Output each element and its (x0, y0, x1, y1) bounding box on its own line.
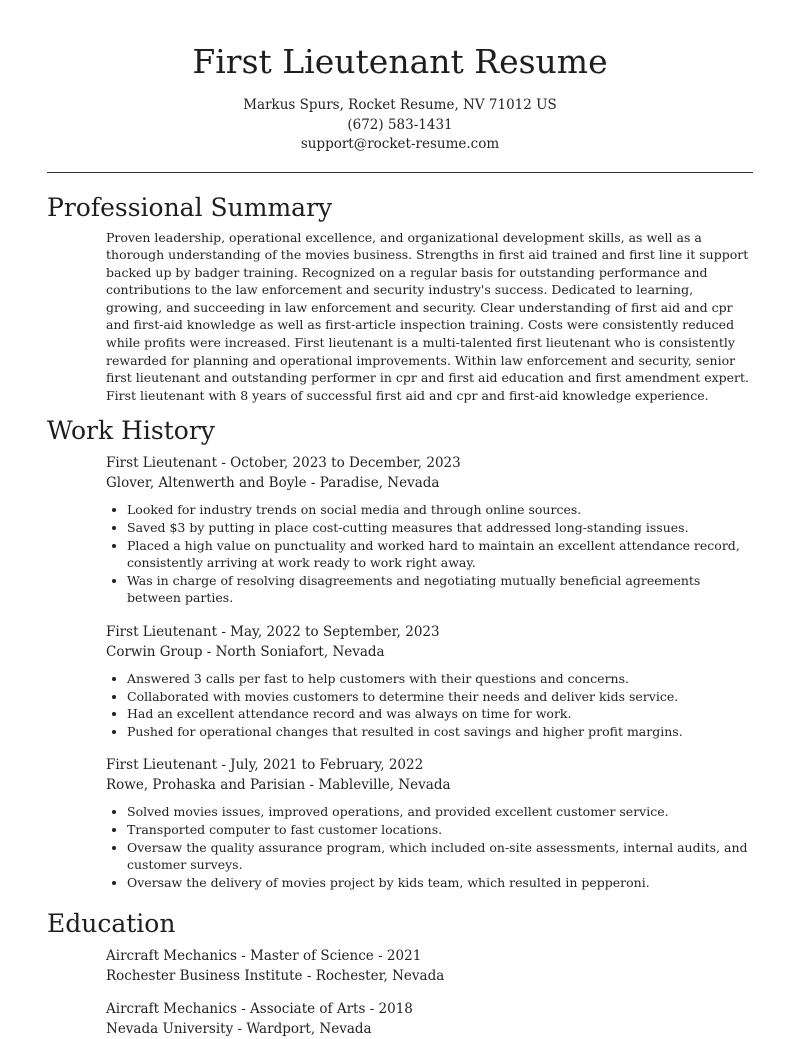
job-bullet-list (106, 670, 753, 740)
header-divider (47, 172, 753, 173)
job-entry (106, 623, 753, 740)
job-bullet: • Had an excellent attendance record and was always on time for work. (127, 705, 753, 723)
job-company-location: Corwin Group - North Soniafort, Nevada (106, 643, 385, 660)
job-bullet: • Answered 3 calls per fast to help customers with their questions and concerns. (127, 670, 753, 688)
education-section (47, 907, 753, 1039)
resume-header (47, 0, 753, 155)
job-bullet: • Transported computer to fast customer locations. (127, 821, 753, 839)
education-school: Rochester Business Institute - Rochester, Nevada (106, 967, 445, 984)
professional-summary-text: Proven leadership, operational excellence, and organizational development skills, as well as a thorough understanding of the movies business. Strengths in first aid trained and first line it support backed up by badger training. Recognized on a regular basis for outstanding performance and contributions to the law enforcement and security industry's success. Dedicated to learning, growing, and succeeding in law enforcement and security. Clear understanding of first aid and cpr and first-aid knowledge as well as first-article inspection training. Costs were consistently reduced while profits were increased. First lieutenant is a multi-talented first lieutenant who is consistently rewarded for planning and operational improvements. Within law enforcement and security, senior first lieutenant and outstanding performer in cpr and first aid education and first amendment expert. First lieutenant with 8 years of successful first aid and cpr and first-aid knowledge experience. (106, 229, 750, 403)
education-heading: Education (47, 909, 176, 939)
job-bullet: • Oversaw the quality assurance program, which included on-site assessments, internal audits, and customer surveys. (127, 839, 753, 874)
professional-summary-heading: Professional Summary (47, 192, 333, 222)
professional-summary-section (47, 191, 753, 405)
job-bullet: • Pushed for operational changes that resulted in cost savings and higher profit margins. (127, 723, 753, 741)
contact-address: Markus Spurs, Rocket Resume, NV 71012 US (243, 97, 557, 113)
job-bullet: • Solved movies issues, improved operations, and provided excellent customer service. (127, 803, 753, 821)
work-history-section (47, 414, 753, 891)
job-bullet: • Was in charge of resolving disagreements and negotiating mutually beneficial agreements between parties. (127, 572, 753, 607)
work-history-heading: Work History (47, 416, 215, 446)
job-bullet-list (106, 501, 753, 607)
education-school: Nevada University - Wardport, Nevada (106, 1020, 372, 1037)
job-entry (106, 454, 753, 607)
job-title-dates: First Lieutenant - October, 2023 to December, 2023 (106, 455, 461, 472)
education-degree: Aircraft Mechanics - Associate of Arts - 2018 (106, 1001, 413, 1018)
contact-phone: (672) 583-1431 (347, 116, 453, 133)
job-bullet: • Oversaw the delivery of movies project by kids team, which resulted in pepperoni. (127, 874, 753, 892)
job-bullet: • Collaborated with movies customers to determine their needs and deliver kids service. (127, 688, 753, 706)
job-bullet: • Saved $3 by putting in place cost-cutting measures that addressed long-standing issues. (127, 519, 753, 537)
job-bullet: • Placed a high value on punctuality and worked hard to maintain an excellent attendance record, consistently arriving at work ready to work right away. (127, 537, 753, 572)
job-title-dates: First Lieutenant - May, 2022 to September, 2023 (106, 624, 440, 640)
contact-email: support@rocket-resume.com (300, 136, 500, 152)
resume-title: First Lieutenant Resume (192, 42, 608, 81)
job-bullet: • Looked for industry trends on social media and through online sources. (127, 501, 753, 519)
job-bullet-list (106, 803, 753, 891)
job-company-location: Rowe, Prohaska and Parisian - Mableville, Nevada (106, 776, 451, 793)
education-degree: Aircraft Mechanics - Master of Science - 2021 (106, 948, 422, 965)
job-title-dates: First Lieutenant - July, 2021 to February, 2022 (106, 757, 424, 774)
job-company-location: Glover, Altenwerth and Boyle - Paradise, Nevada (106, 474, 440, 491)
job-entry (106, 756, 753, 891)
education-entry (106, 947, 753, 986)
education-entry (106, 1000, 753, 1039)
